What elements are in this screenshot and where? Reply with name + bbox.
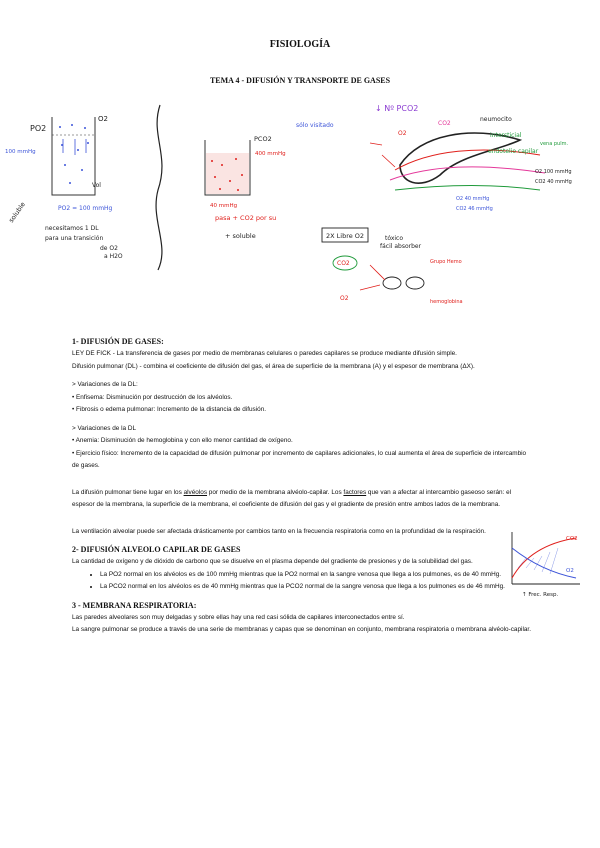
section-1-ventilation: La ventilación alveolar puede ser afectada drásticamente por cambios tanto en la frecuencia respiratoria como en la profundidad de la respiración. xyxy=(72,527,486,535)
sketch-left-vol: Vol xyxy=(92,182,101,189)
sketch-right-endotelio: endotelio capilar xyxy=(488,148,539,155)
page-title: FISIOLOGÍA xyxy=(269,39,331,50)
section-1-var1-title: > Variaciones de la DL: xyxy=(72,381,138,388)
sketch-mid-pass: pasa + CO2 por su xyxy=(215,214,277,222)
sketch-right-o2: O2 xyxy=(398,130,407,137)
section-2-bullet-po2: • La PO2 normal en los alvéolos es de 100 mmHg mientras que la PO2 normal en la sangre venosa que llega a los pulmones, es de 40 mmHg. xyxy=(100,569,532,582)
sketch-right-co2: CO2 xyxy=(438,120,451,127)
sketch-right-o2mm: O2 100 mmHg xyxy=(535,169,572,175)
section-2-list xyxy=(72,569,532,594)
sketch-mid-pco2: PCO2 xyxy=(254,135,272,143)
handwritten-sketches xyxy=(0,95,600,330)
sketch-bottom-hemo: hemoglobina xyxy=(430,299,463,305)
section-1-var2-a: • Anemia: Disminución de hemoglobina y con ello menor cantidad de oxígeno. xyxy=(72,437,293,444)
section-1-var2-b: • Ejercicio físico: Incremento de la capacidad de difusión pulmonar por incremento de capilares adicionales, lo cual aumenta el área de superficie de intercambio de gases. xyxy=(72,449,527,469)
sketch-bottom-box: 2X Libre O2 xyxy=(326,232,365,240)
section-1-var2-title: > Variaciones de la DL xyxy=(72,424,137,432)
sketch-left-top: PO2 xyxy=(30,124,47,133)
sketch-left-note1: necesitamos 1 DL xyxy=(45,225,99,232)
sketch-left-note4: a H2O xyxy=(104,253,123,260)
section-1-dl: Difusión pulmonar (DL) - combina el coeficiente de difusión del gas, el área de superficie de la membrana (A) y el espesor de membrana (ΔX). xyxy=(72,362,475,370)
sketch-left-note2: para una transición xyxy=(45,235,104,242)
left-sketch xyxy=(5,115,123,260)
bottom-sketch xyxy=(322,228,463,305)
sketch-left-soluble: soluble xyxy=(7,200,27,225)
section-1-title: 1- DIFUSIÓN DE GASES: xyxy=(72,337,164,346)
factores-underlined: factores xyxy=(343,488,367,496)
sketch-bottom-grupo: Grupo Hemo xyxy=(430,259,462,265)
sketch-bottom-facil: fácil absorber xyxy=(380,243,422,250)
sketch-left-po2: PO2 = 100 mmHg xyxy=(58,205,113,212)
sketch-right-neumocito: neumocito xyxy=(480,116,512,123)
sketch-left-mmhg: 100 mmHg xyxy=(5,149,36,155)
sketch-right-vena: vena pulm. xyxy=(540,141,569,147)
section-2-title: 2- DIFUSIÓN ALVEOLO CAPILAR DE GASES xyxy=(72,545,241,554)
section-3-p2: La sangre pulmonar se produce a través de una serie de membranas y capas que se denominan en conjunto, membrana respiratoria o membrana alvéolo-capilar. xyxy=(72,626,531,633)
section-1-var1-a: • Enfisema: Disminución por destrucción de los alvéolos. xyxy=(72,393,233,401)
sketch-left-note3: de O2 xyxy=(100,245,118,252)
document-body xyxy=(72,336,532,637)
sketch-mid-40: 40 mmHg xyxy=(210,203,238,209)
section-1-fick: LEY DE FICK - La transferencia de gases por medio de membranas celulares o paredes capilares se produce mediante difusión simple. xyxy=(72,350,457,357)
graph-o2-label: O2 xyxy=(566,568,574,574)
sketch-mid-soluble: + soluble xyxy=(225,232,256,240)
sketch-bottom-toxico: tóxico xyxy=(385,235,404,242)
graph-xlabel: ↑ Frec. Resp. xyxy=(522,592,559,598)
sketch-bottom-co2: CO2 xyxy=(337,260,350,267)
section-1-var1-b: • Fibrosis o edema pulmonar: Incremento de la distancia de difusión. xyxy=(72,406,267,413)
graph-co2-label: CO2 xyxy=(566,536,578,542)
sketch-right-co2mm: CO2 40 mmHg xyxy=(535,179,572,185)
section-1-alveolos-paragraph: La difusión pulmonar tiene lugar en los alvéolos por medio de la membrana alvéolo-capilar. Los factores que van a afectar al intercambio gaseoso serán: el espesor de la membrana, la superficie de la membrana, el coeficiente de difusión del gas y el gradiente de presión entre ambos lados de la membrana. xyxy=(72,488,512,508)
page-subtitle: TEMA 4 - DIFUSIÓN Y TRANSPORTE DE GASES xyxy=(209,76,391,85)
section-2-bullet-pco2: • La PCO2 normal en los alvéolos es de 40 mmHg mientras que la PCO2 normal de la sangre venosa que llega a los pulmones es de 46 mmHg. xyxy=(100,581,532,594)
sketch-mid-blue: sólo visitado xyxy=(296,122,334,129)
sketch-right-intersticial: intersticial xyxy=(490,132,522,139)
svg-text:O2 40 mmHg: O2 40 mmHg xyxy=(456,196,490,202)
middle-sketch xyxy=(205,122,334,240)
svg-text:CO2 46 mmHg: CO2 46 mmHg xyxy=(456,206,493,212)
section-3-p1: Las paredes alveolares son muy delgadas y sobre ellas hay una red casi sólida de capilares interconectados entre sí. xyxy=(72,613,405,621)
section-2-paragraph: La cantidad de oxígeno y de dióxido de carbono que se disuelve en el plasma depende del gradiente de presiones y de la solubilidad del gas. xyxy=(72,558,473,565)
alveolos-underlined: alvéolos xyxy=(183,488,208,496)
section-3-title: 3 - MEMBRANA RESPIRATORIA: xyxy=(72,600,197,610)
sketch-right-title: ↓ Nº PCO2 xyxy=(375,104,419,113)
sketch-mid-mmhg: 400 mmHg xyxy=(255,151,286,157)
sketch-left-o2: O2 xyxy=(98,115,108,123)
sketch-divider xyxy=(156,105,162,270)
sketch-bottom-o2: O2 xyxy=(340,295,349,302)
right-sketch xyxy=(370,104,572,212)
